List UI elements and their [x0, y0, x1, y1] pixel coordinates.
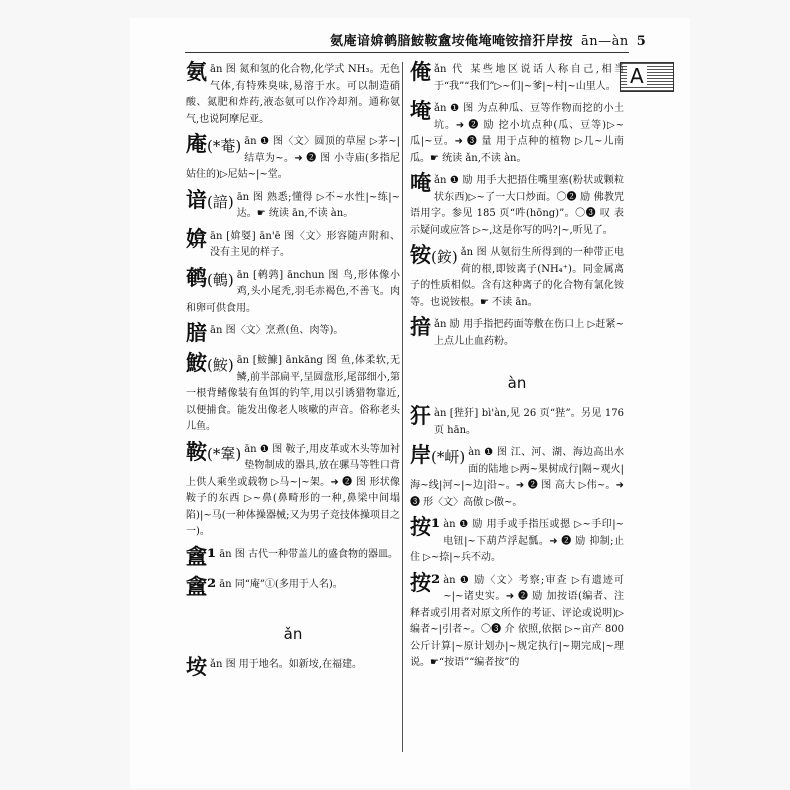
- entry-definition: àn ❶ 励〈文〉考察;审查 ▷有遗迹可~|~诸史实。➜ ❷ 励 加按语(编者、注释者或引用者对原文所作的考证、评论或说明)▷编者~|引者~。〇❸ 介 依照,依据 ▷~亩产 800 公斤计算|~原计划办|~规定执行|~期完成|~理说。☛“按语”“编者按”的: [410, 574, 624, 668]
- headword-char: 犴: [410, 403, 431, 428]
- headword-char: 鹌: [186, 264, 207, 290]
- entry-definition: ǎn ❶ 图 为点种瓜、豆等作物而挖的小土坑。➜ ❷ 励 挖小坑点种(瓜、豆等)▷~瓜|~豆。➜ ❸ 量 用于点种的植物 ▷几~儿南瓜。☛ 统读 ǎn,不读 àn。: [410, 103, 624, 164]
- page-header: [330, 30, 647, 49]
- headword-char: 谙: [186, 186, 207, 212]
- headword-char: 唵: [410, 170, 431, 195]
- entry-definition: àn ❶ 图 江、河、湖、海边高出水面的陆地 ▷两~果树成行|隔~观火|海~线|河~|~边|沿~。➜ ❷ 图 高大 ▷伟~。➜ ❸ 形〈文〉高傲 ▷傲~。: [410, 447, 624, 508]
- entry-definition: àn ❶ 励 用手或手指压或摁 ▷~手印|~电钮|~下葫芦浮起瓢。➜ ❷ 励 抑制;止住 ▷~捺|~兵不动。: [410, 519, 624, 563]
- entry-headword: [186, 227, 207, 253]
- entry-headword: [410, 315, 431, 341]
- dictionary-entry: [186, 264, 400, 324]
- entry-definition: ān 图〈文〉烹煮(鱼、肉等)。: [210, 325, 344, 336]
- dictionary-entry: [186, 186, 400, 229]
- headword-char: 鮟: [186, 350, 207, 375]
- headword-variant: (*菴): [207, 137, 242, 155]
- dictionary-entry: [186, 573, 400, 607]
- headword-char: 揞: [410, 314, 431, 339]
- entry-headword: [410, 443, 465, 469]
- entry-headword: [186, 188, 234, 214]
- entry-headword: [186, 440, 241, 466]
- right-column: [410, 59, 624, 678]
- entry-definition: ǎn 励 用手指把药面等敷在伤口上 ▷赶紧~上点儿止血药粉。: [434, 319, 624, 347]
- entry-headword: [186, 60, 207, 86]
- dictionary-entry: [186, 350, 400, 442]
- entry-headword: [410, 243, 458, 269]
- dictionary-entry: [186, 653, 400, 687]
- headword-char: 腤: [186, 320, 207, 345]
- entry-headword: [186, 545, 216, 571]
- header-pinyin-range: ān—àn: [581, 34, 629, 49]
- headword-variant: (銨): [431, 248, 458, 266]
- entry-definition: ān [鹌鹑] ānchun 图 鸟,形体像小鸡,头小尾秃,羽毛赤褐色,不善飞。肉和卵可供食用。: [186, 269, 400, 314]
- dictionary-entry: [410, 170, 624, 245]
- entry-definition: ǎn ❶ 励 用手大把捂住嘴里塞(粉状或颗粒状东西)▷~了一大口炒面。〇❷ 励 佛教咒语用字。参见 185 页“吽(hōng)”。〇❸ 叹 表示疑问或应答 ▷~,这是你写的吗?|~,听见了。: [410, 175, 624, 236]
- dictionary-entry: [410, 403, 624, 445]
- header-rule: [185, 52, 629, 53]
- headword-char: 俺: [410, 59, 431, 84]
- headword-variant: (*岍): [431, 448, 466, 466]
- headword-char: 岸: [410, 442, 431, 467]
- entry-headword: [410, 404, 431, 430]
- entry-definition: ǎn 图 用于地名。如新垵,在福建。: [210, 658, 362, 670]
- headword-variant: (*鞌): [207, 444, 242, 463]
- dictionary-entry: [186, 543, 400, 577]
- entry-definition: ān 同“庵”①(多用于人名)。: [219, 578, 343, 590]
- tab-letter: A: [627, 65, 647, 87]
- dictionary-entry: [410, 514, 624, 573]
- dictionary-entry: [186, 320, 400, 353]
- section-heading-an4: àn: [507, 374, 527, 392]
- entry-definition: ān 图 熟悉;懂得 ▷不~水性|~练|~达。☛ 统读 ān,不读 àn。: [236, 191, 400, 219]
- entry-definition: ān [鮟鱇] ānkāng 图 鱼,体柔软,无鳞,前半部扁平,呈圆盘形,尾部细小,第一根背鳍像装有鱼饵的钓竿,用以引诱猎物靠近,以便捕食。能发出像老人咳嗽的声音。俗称老头儿鱼。: [186, 355, 400, 432]
- headword-char: 鞍: [186, 438, 207, 464]
- entry-definition: àn [狴犴] bì'àn,见 26 页“狴”。另见 176 页 hān。: [434, 408, 624, 436]
- headword-char: 铵: [410, 242, 431, 267]
- headword-char: 盦¹: [186, 543, 217, 569]
- dictionary-entry: [410, 242, 624, 317]
- headword-variant: (鵪): [207, 270, 234, 289]
- dictionary-entry: [410, 569, 624, 678]
- entry-headword: [410, 571, 440, 597]
- headword-char: 按²: [410, 569, 441, 595]
- entry-definition: ǎn 图 从氨衍生所得到的一种带正电荷的根,即铵离子(NH₄⁺)。同金属离子的性质相似。含有这种离子的化合物有氯化铵等。也说铵根。☛ 不读 ān。: [410, 247, 624, 308]
- entry-headword: [186, 655, 207, 681]
- entry-definition: ān ❶ 图〈文〉圆顶的草屋 ▷茅~|结草为~。➜ ❷ 图 小寺庙(多指尼姑住的)▷尼姑~|~堂。: [186, 136, 400, 180]
- headword-char: 氨: [186, 59, 207, 84]
- entry-headword: [186, 132, 241, 158]
- header-index-chars: 氨庵谙媕鹌腤鮟鞍盦垵俺埯唵铵揞犴岸按: [330, 34, 574, 49]
- dictionary-entry: [186, 225, 400, 268]
- entry-headword: [410, 171, 431, 197]
- left-column: [186, 59, 400, 687]
- column-divider: [402, 62, 403, 752]
- thumb-index-tab: [620, 62, 674, 92]
- entry-definition: ǎn 代 某些地区说话人称自己,相当于“我”“我们”▷~们|~爹|~村|~山里人。: [434, 64, 624, 92]
- headword-char: 盦²: [186, 573, 217, 599]
- headword-char: 埯: [410, 98, 431, 123]
- headword-char: 按¹: [410, 514, 441, 539]
- entry-headword: [186, 351, 234, 377]
- entry-headword: [186, 321, 207, 347]
- dictionary-entry: [410, 59, 624, 101]
- entry-headword: [410, 99, 431, 125]
- entry-headword: [410, 60, 431, 86]
- dictionary-entry: [410, 98, 624, 173]
- headword-char: 垵: [186, 653, 207, 679]
- entry-definition: ān [媕娿] ān'ē 图〈文〉形容随声附和、没有主见的样子。: [210, 230, 400, 258]
- section-heading-an3: ǎn: [283, 624, 303, 643]
- entry-headword: [186, 575, 216, 601]
- dictionary-entry: [186, 59, 400, 134]
- page-number: 5: [636, 34, 647, 49]
- headword-variant: (鮟): [207, 356, 234, 374]
- dictionary-entry: [186, 131, 400, 190]
- entry-definition: ān 图 氮和氢的化合物,化学式 NH₃。无色气体,有特殊臭味,易溶于水。可以制造硝酸、氮肥和炸药,液态氨可以作冷却剂。通称氨气,也说阿摩尼亚。: [186, 64, 400, 125]
- entry-headword: [410, 515, 440, 541]
- entry-headword: [186, 266, 234, 292]
- headword-char: 媕: [186, 225, 207, 251]
- dictionary-entry: [186, 438, 400, 547]
- dictionary-entry: [410, 314, 624, 356]
- entry-definition: ān ❶ 图 鞍子,用皮革或木头等加衬垫物制成的器具,放在骡马等牲口背上供人乘坐或载物 ▷马~|~架。➜ ❷ 图 形状像鞍子的东西 ▷~鼻(鼻畸形的一种,鼻梁中间塌陷)|~马(一种体操器械;又为男子竞技体操项目之一)。: [186, 443, 400, 537]
- headword-variant: (諳): [207, 192, 234, 211]
- headword-char: 庵: [186, 131, 207, 156]
- entry-definition: ān 图 古代一种带盖儿的盛食物的器皿。: [219, 548, 398, 560]
- dictionary-entry: [410, 442, 624, 517]
